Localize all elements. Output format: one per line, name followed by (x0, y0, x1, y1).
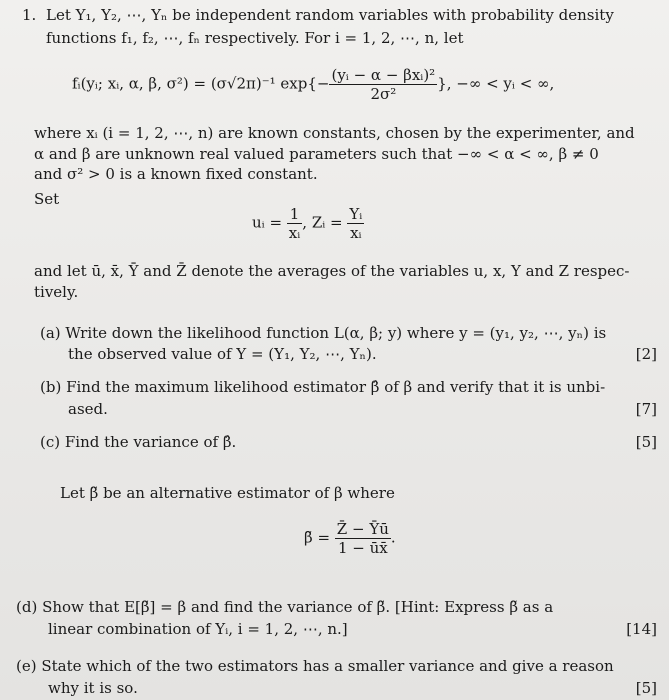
definition-equation (252, 205, 364, 242)
density-denominator: 2σ² (370, 85, 397, 103)
z-denominator: xᵢ (350, 224, 362, 242)
averages-line-1: and let ū, x̄, Ȳ and Z̄ denote the averages of the variables u, x, Y and Z respec- (34, 262, 630, 280)
alternative-estimator-line: Let β̃ be an alternative estimator of β where (60, 484, 395, 502)
where-line-2: α and β are unknown real valued parameters such that −∞ < α < ∞, β ≠ 0 (34, 145, 599, 163)
part-a-line-1: (a) Write down the likelihood function L(α, β; y) where y = (y₁, y₂, ⋯, yₙ) is (40, 324, 607, 342)
question-number: 1. (22, 6, 37, 24)
intro-line-2: functions f₁, f₂, ⋯, fₙ respectively. For i = 1, 2, ⋯, n, let (46, 29, 464, 47)
part-d-line-2: linear combination of Yᵢ, i = 1, 2, ⋯, n.] (48, 620, 348, 638)
set-label: Set (34, 190, 60, 208)
beta-tilde-lhs: β̃ = (304, 528, 331, 547)
u-numerator: 1 (287, 205, 302, 224)
part-d-line-1: (d) Show that E[β̃] = β and find the variance of β̃. [Hint: Express β̃ as a (16, 598, 554, 616)
part-b-marks: [7] (635, 400, 657, 418)
beta-tilde-numerator: Z̄ − Ȳū (336, 520, 389, 538)
density-tail: }, −∞ < yᵢ < ∞, (437, 74, 555, 93)
part-c-line-1: (c) Find the variance of β̂. (40, 433, 237, 451)
part-a-line-2: the observed value of Y = (Y₁, Y₂, ⋯, Yₙ). (68, 345, 377, 363)
where-line-3: and σ² > 0 is a known fixed constant. (34, 165, 318, 183)
part-e-line-2: why it is so. (48, 679, 138, 697)
beta-tilde-denominator: 1 − ūx̄ (337, 539, 388, 557)
density-lhs: fᵢ(yᵢ; xᵢ, α, β, σ²) = (σ√2π)⁻¹ exp{− (72, 74, 330, 93)
part-b-line-2: ased. (68, 400, 108, 418)
density-fraction (329, 66, 437, 103)
u-lhs: uᵢ = (252, 213, 283, 232)
beta-tilde-tail: . (390, 528, 396, 547)
part-b-line-1: (b) Find the maximum likelihood estimator β̂ of β and verify that it is unbi- (40, 378, 606, 396)
density-equation (72, 66, 554, 103)
part-d-marks: [14] (626, 620, 657, 638)
where-line-1: where xᵢ (i = 1, 2, ⋯, n) are known constants, chosen by the experimenter, and (34, 124, 635, 142)
part-c-marks: [5] (635, 433, 657, 451)
z-numerator: Yᵢ (349, 205, 363, 223)
averages-line-2: tively. (34, 283, 79, 301)
u-fraction (287, 205, 302, 242)
z-lhs: , Zᵢ = (302, 213, 343, 232)
part-e-line-1: (e) State which of the two estimators has a smaller variance and give a reason (16, 657, 614, 675)
part-e-marks: [5] (635, 679, 657, 697)
part-a-marks: [2] (635, 345, 657, 363)
beta-tilde-equation (304, 520, 396, 557)
intro-line-1: Let Y₁, Y₂, ⋯, Yₙ be independent random variables with probability density (46, 6, 614, 24)
beta-tilde-fraction (335, 520, 391, 557)
u-denominator: xᵢ (288, 224, 301, 242)
density-numerator: (yᵢ − α − βxᵢ)² (331, 66, 436, 84)
z-fraction (347, 205, 364, 242)
